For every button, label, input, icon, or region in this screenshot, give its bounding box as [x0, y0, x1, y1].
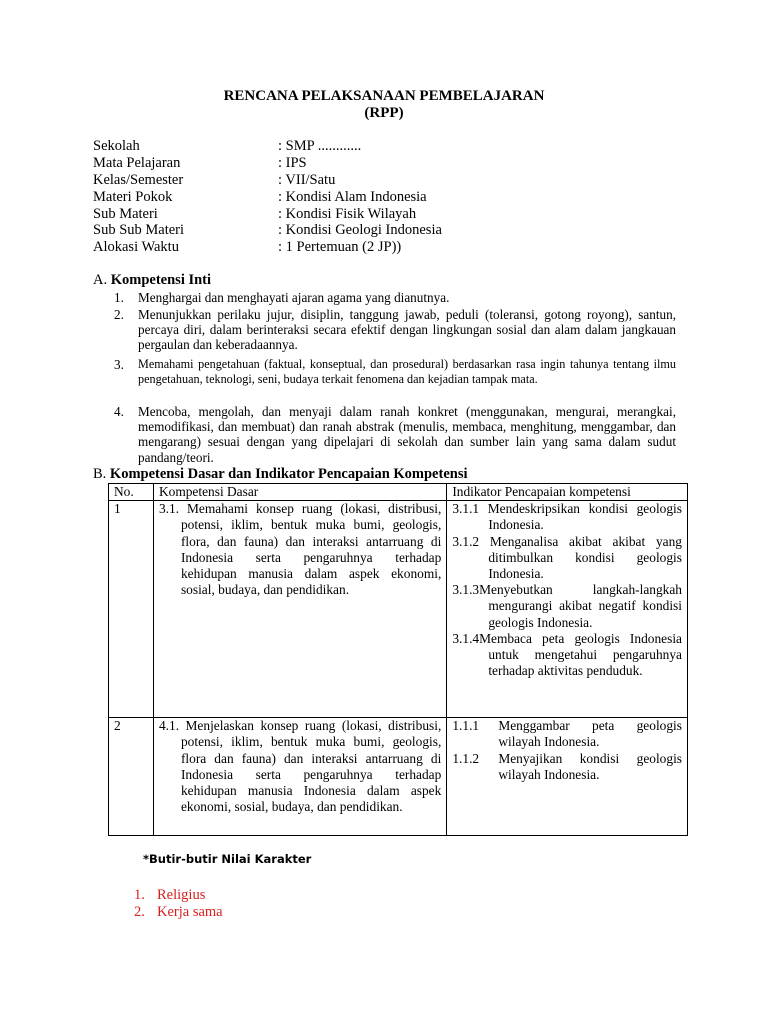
indicator-item	[452, 751, 682, 783]
indicator-item: 3.1.4Membaca peta geologis Indonesia untuk mengetahui pengaruhnya terhadap aktivitas penduduk.	[452, 630, 682, 679]
karakter-heading: *Butir-butir Nilai Karakter	[143, 852, 312, 866]
info-value: : Kondisi Alam Indonesia	[278, 189, 427, 205]
kd-table	[108, 483, 688, 836]
ki-text: Memahami pengetahuan (faktual, konseptual, dan prosedural) berdasarkan rasa ingin tahunya tentang ilmu pengetahuan, teknologi, seni, budaya terkait fenomena dan kejadian tampak mata.	[138, 357, 676, 386]
ki-item-2	[114, 307, 676, 353]
karakter-item-1	[134, 887, 205, 904]
indicator-item: 3.1.1 Mendeskripsikan kondisi geologis Indonesia.	[452, 501, 682, 533]
indicator-item: 3.1.3Menyebutkan langkah-langkah mengurangi akibat negatif kondisi geologis Indonesia.	[452, 582, 682, 630]
karakter-item-2	[134, 904, 223, 921]
info-label: Mata Pelajaran	[93, 155, 181, 171]
header-kd: Kompetensi Dasar	[153, 484, 446, 501]
header-no: No.	[109, 484, 154, 501]
ki-text: Menghargai dan menghayati ajaran agama yang dianutnya.	[138, 290, 450, 305]
info-label: Alokasi Waktu	[93, 239, 179, 255]
info-label: Sub Materi	[93, 206, 158, 222]
ki-number: 1.	[114, 290, 124, 305]
doc-subtitle: (RPP)	[364, 105, 404, 121]
section-a-prefix: A.	[93, 272, 111, 288]
indicator-text: Menggambar peta geologis wilayah Indonesia.	[498, 718, 682, 750]
section-b-heading	[93, 466, 468, 483]
cell-no: 2	[109, 718, 154, 836]
indicator-code: 1.1.1	[452, 718, 480, 734]
karakter-text: Religius	[157, 887, 206, 903]
info-value: : SMP ............	[278, 138, 362, 154]
cell-kd	[153, 501, 446, 718]
ki-text: Menunjukkan perilaku jujur, disiplin, tanggung jawab, peduli (toleransi, gotong royong), santun, percaya diri, dalam berinteraksi secara efektif dengan lingkungan sosial dan alam dalam jangkauan pergaulan dan keberadaannya.	[138, 307, 676, 353]
info-label: Sekolah	[93, 138, 140, 154]
info-value: : 1 Pertemuan (2 JP))	[278, 239, 402, 255]
ki-number: 3.	[114, 357, 124, 372]
indicator-text: Menyajikan kondisi geologis wilayah Indonesia.	[498, 750, 682, 782]
cell-indicators	[447, 718, 688, 836]
karakter-number: 2.	[134, 904, 145, 920]
indicator-item	[452, 718, 682, 750]
ki-item-4	[114, 404, 676, 465]
ki-number: 2.	[114, 307, 124, 322]
section-a-title: Kompetensi Inti	[110, 272, 212, 288]
cell-no: 1	[109, 501, 154, 718]
info-value: : IPS	[278, 155, 307, 171]
table-row	[109, 718, 688, 836]
ki-text: Mencoba, mengolah, dan menyaji dalam ranah konkret (menggunakan, mengurai, merangkai, memodifikasi, dan membuat) dan ranah abstrak (menulis, membaca, menghitung, menggambar, dan mengarang) sesuai dengan yang dipelajari di sekolah dan sumber lain yang sama dalam sudut pandang/teori.	[138, 404, 676, 465]
info-label: Sub Sub Materi	[93, 222, 185, 238]
indicator-item: 3.1.2 Menganalisa akibat akibat yang ditimbulkan kondisi geologis Indonesia.	[452, 533, 682, 582]
info-label: Materi Pokok	[93, 189, 173, 205]
table-row	[109, 501, 688, 718]
section-b-prefix: B.	[93, 466, 110, 482]
ki-number: 4.	[114, 404, 124, 419]
table-header-row	[109, 484, 688, 501]
section-b-title: Kompetensi Dasar dan Indikator Pencapaian Kompetensi	[109, 466, 468, 482]
info-value: : Kondisi Geologi Indonesia	[278, 222, 442, 238]
info-value: : VII/Satu	[278, 172, 336, 188]
ki-item-3	[114, 357, 676, 386]
karakter-number: 1.	[134, 887, 145, 903]
kd-text: 3.1. Memahami konsep ruang (lokasi, distribusi, potensi, iklim, bentuk muka bumi, geologis, flora, dan fauna) dan interaksi antarruang di Indonesia serta pengaruhnya terhadap kehidupan manusia dalam aspek ekonomi, sosial, budaya, dan pendidikan.	[158, 501, 442, 598]
doc-title: RENCANA PELAKSANAAN PEMBELAJARAN	[223, 88, 545, 104]
ki-item-1	[114, 290, 676, 305]
kd-text: 4.1. Menjelaskan konsep ruang (lokasi, distribusi, potensi, iklim, bentuk muka bumi, geologis, flora dan fauna) dan interaksi antarruang di Indonesia serta pengaruhnya terhadap kehidupan manusia Indonesia dalam aspek ekonomi, sosial, budaya, dan pendidikan.	[158, 718, 442, 815]
info-label: Kelas/Semester	[93, 172, 184, 188]
cell-indicators	[447, 501, 688, 718]
cell-kd	[153, 718, 446, 836]
indicator-code: 1.1.2	[452, 750, 480, 766]
info-value: : Kondisi Fisik Wilayah	[278, 206, 417, 222]
karakter-text: Kerja sama	[157, 904, 223, 920]
section-a-heading	[93, 272, 211, 289]
header-indicator: Indikator Pencapaian kompetensi	[447, 484, 688, 501]
